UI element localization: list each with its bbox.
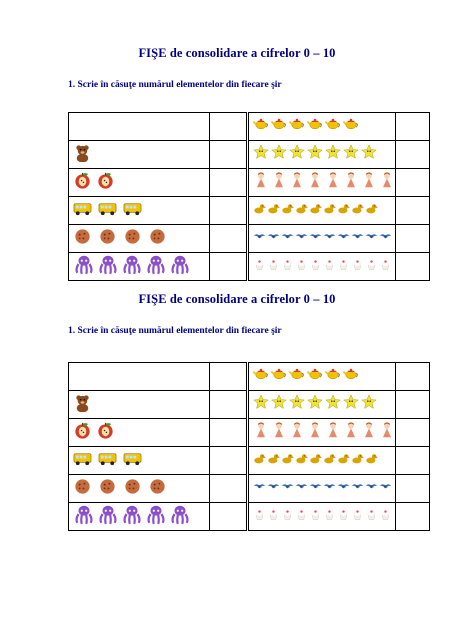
cupcake-icon (253, 258, 266, 276)
answer-box[interactable] (396, 225, 430, 253)
bird-icon (281, 480, 294, 498)
picture-cell (249, 447, 396, 475)
right-counting-table (248, 362, 430, 531)
star-face-icon (325, 144, 341, 165)
apple-icon (73, 421, 92, 445)
doll-icon (325, 422, 341, 443)
bird-icon (351, 480, 364, 498)
cupcake-icon (351, 508, 364, 526)
bird-icon (267, 480, 280, 498)
table-row (69, 253, 247, 281)
picture-cell (69, 447, 210, 475)
octopus-icon (121, 503, 143, 530)
table-row (69, 363, 247, 391)
answer-box[interactable] (396, 391, 430, 419)
octopus-icon (169, 503, 191, 530)
doll-icon (343, 172, 359, 193)
school-bus-icon (123, 449, 142, 473)
teapot-icon (307, 116, 323, 137)
answer-box[interactable] (396, 169, 430, 197)
table-row (249, 447, 430, 475)
bird-icon (337, 480, 350, 498)
picture-cell (249, 169, 396, 197)
table-row (249, 391, 430, 419)
octopus-icon (97, 253, 119, 280)
duck-icon (365, 202, 378, 220)
cupcake-icon (267, 508, 280, 526)
duck-icon (309, 202, 322, 220)
octopus-icon (97, 503, 119, 530)
table-row (249, 225, 430, 253)
star-face-icon (289, 144, 305, 165)
cookie-icon (148, 477, 167, 501)
star-face-icon (289, 394, 305, 415)
answer-box[interactable] (210, 391, 247, 419)
answer-box[interactable] (210, 363, 247, 391)
cookie-icon (98, 227, 117, 251)
school-bus-icon (98, 449, 117, 473)
duck-icon (323, 452, 336, 470)
bird-icon (309, 230, 322, 248)
worksheet-title: FIŞE de consolidare a cifrelor 0 – 10 (138, 292, 336, 306)
answer-box[interactable] (396, 447, 430, 475)
doll-icon (271, 172, 287, 193)
cookie-icon (73, 477, 92, 501)
bird-icon (323, 230, 336, 248)
star-face-icon (271, 394, 287, 415)
cookie-icon (98, 477, 117, 501)
picture-cell (69, 475, 210, 503)
answer-box[interactable] (396, 197, 430, 225)
bird-icon (365, 230, 378, 248)
bird-icon (379, 480, 392, 498)
duck-icon (323, 202, 336, 220)
star-face-icon (271, 144, 287, 165)
doll-icon (307, 422, 323, 443)
picture-cell (69, 503, 210, 531)
table-row (249, 197, 430, 225)
school-bus-icon (98, 199, 117, 223)
bird-icon (253, 230, 266, 248)
table-row (249, 475, 430, 503)
worksheet-instruction: 1. Scrie în căsuţe numărul elementelor din fiecare şir (68, 80, 282, 90)
star-face-icon (253, 394, 269, 415)
school-bus-icon (73, 199, 92, 223)
table-row (249, 141, 430, 169)
cookie-icon (73, 227, 92, 251)
cupcake-icon (365, 508, 378, 526)
cupcake-icon (323, 508, 336, 526)
doll-icon (271, 422, 287, 443)
teapot-icon (343, 116, 359, 137)
table-row (69, 141, 247, 169)
octopus-icon (169, 253, 191, 280)
star-face-icon (343, 144, 359, 165)
apple-icon (73, 171, 92, 195)
picture-cell (249, 113, 396, 141)
doll-icon (325, 172, 341, 193)
answer-box[interactable] (396, 253, 430, 281)
duck-icon (351, 202, 364, 220)
octopus-icon (73, 253, 95, 280)
star-face-icon (361, 394, 377, 415)
duck-icon (337, 202, 350, 220)
cupcake-icon (267, 258, 280, 276)
picture-cell (249, 391, 396, 419)
answer-box[interactable] (210, 475, 247, 503)
duck-icon (295, 202, 308, 220)
answer-box[interactable] (210, 447, 247, 475)
table-row (249, 503, 430, 531)
cupcake-icon (337, 508, 350, 526)
bird-icon (281, 230, 294, 248)
apple-icon (96, 421, 115, 445)
answer-box[interactable] (396, 363, 430, 391)
duck-icon (295, 452, 308, 470)
picture-cell (249, 419, 396, 447)
cupcake-icon (323, 258, 336, 276)
answer-box[interactable] (396, 419, 430, 447)
table-row (69, 113, 247, 141)
apple-icon (96, 171, 115, 195)
answer-box[interactable] (396, 113, 430, 141)
cupcake-icon (295, 508, 308, 526)
answer-box[interactable] (210, 253, 247, 281)
school-bus-icon (73, 449, 92, 473)
answer-box[interactable] (210, 225, 247, 253)
picture-cell (249, 141, 396, 169)
cookie-icon (148, 227, 167, 251)
star-face-icon (325, 394, 341, 415)
teapot-icon (289, 366, 305, 387)
table-row (249, 169, 430, 197)
picture-cell (69, 169, 210, 197)
table-row (69, 475, 247, 503)
table-row (69, 169, 247, 197)
table-row (249, 253, 430, 281)
duck-icon (365, 452, 378, 470)
picture-cell (69, 253, 210, 281)
star-face-icon (307, 144, 323, 165)
picture-cell (249, 475, 396, 503)
teapot-icon (307, 366, 323, 387)
cupcake-icon (365, 258, 378, 276)
duck-icon (253, 452, 266, 470)
teapot-icon (253, 116, 269, 137)
answer-box[interactable] (210, 503, 247, 531)
duck-icon (281, 452, 294, 470)
answer-box[interactable] (210, 197, 247, 225)
answer-box[interactable] (210, 419, 247, 447)
picture-cell (69, 419, 210, 447)
picture-cell (249, 225, 396, 253)
picture-cell (249, 363, 396, 391)
duck-icon (267, 202, 280, 220)
doll-icon (289, 422, 305, 443)
duck-icon (351, 452, 364, 470)
doll-icon (289, 172, 305, 193)
table-row (249, 363, 430, 391)
teapot-icon (271, 116, 287, 137)
bird-icon (253, 480, 266, 498)
table-row (249, 419, 430, 447)
worksheet-instruction: 1. Scrie în căsuţe numărul elementelor din fiecare şir (68, 326, 282, 336)
right-counting-table (248, 112, 430, 281)
teapot-icon (271, 366, 287, 387)
picture-cell (249, 197, 396, 225)
doll-icon (253, 422, 269, 443)
bird-icon (309, 480, 322, 498)
star-face-icon (361, 144, 377, 165)
cupcake-icon (379, 258, 392, 276)
doll-icon (253, 172, 269, 193)
school-bus-icon (123, 199, 142, 223)
bird-icon (351, 230, 364, 248)
bird-icon (379, 230, 392, 248)
left-counting-table (68, 362, 247, 531)
teapot-icon (253, 366, 269, 387)
picture-cell (249, 253, 396, 281)
cupcake-icon (309, 508, 322, 526)
star-face-icon (253, 144, 269, 165)
answer-box[interactable] (210, 113, 247, 141)
picture-cell (69, 225, 210, 253)
table-row (69, 391, 247, 419)
table-row (69, 419, 247, 447)
table-row (69, 197, 247, 225)
teapot-icon (325, 366, 341, 387)
octopus-icon (145, 503, 167, 530)
picture-cell (69, 141, 210, 169)
worksheet-title: FIŞE de consolidare a cifrelor 0 – 10 (138, 46, 336, 60)
cupcake-icon (253, 508, 266, 526)
octopus-icon (73, 503, 95, 530)
bird-icon (365, 480, 378, 498)
teddy-bear-icon (73, 143, 92, 167)
answer-box[interactable] (210, 141, 247, 169)
star-face-icon (343, 394, 359, 415)
picture-cell (69, 363, 210, 391)
doll-icon (379, 422, 395, 443)
doll-icon (361, 422, 377, 443)
table-row (249, 113, 430, 141)
cupcake-icon (337, 258, 350, 276)
duck-icon (253, 202, 266, 220)
doll-icon (343, 422, 359, 443)
bird-icon (337, 230, 350, 248)
octopus-icon (121, 253, 143, 280)
star-face-icon (307, 394, 323, 415)
cookie-icon (123, 477, 142, 501)
cupcake-icon (351, 258, 364, 276)
answer-box[interactable] (396, 503, 430, 531)
octopus-icon (145, 253, 167, 280)
cupcake-icon (379, 508, 392, 526)
picture-cell (69, 391, 210, 419)
picture-cell (249, 503, 396, 531)
picture-cell (69, 113, 210, 141)
duck-icon (267, 452, 280, 470)
doll-icon (307, 172, 323, 193)
duck-icon (281, 202, 294, 220)
doll-icon (361, 172, 377, 193)
bird-icon (323, 480, 336, 498)
bird-icon (267, 230, 280, 248)
cupcake-icon (281, 258, 294, 276)
answer-box[interactable] (396, 141, 430, 169)
duck-icon (337, 452, 350, 470)
table-row (69, 503, 247, 531)
duck-icon (309, 452, 322, 470)
left-counting-table (68, 112, 247, 281)
cupcake-icon (309, 258, 322, 276)
bird-icon (295, 480, 308, 498)
bird-icon (295, 230, 308, 248)
table-row (69, 447, 247, 475)
answer-box[interactable] (210, 169, 247, 197)
teddy-bear-icon (73, 393, 92, 417)
teapot-icon (325, 116, 341, 137)
cookie-icon (123, 227, 142, 251)
cupcake-icon (295, 258, 308, 276)
picture-cell (69, 197, 210, 225)
answer-box[interactable] (396, 475, 430, 503)
teapot-icon (289, 116, 305, 137)
doll-icon (379, 172, 395, 193)
teapot-icon (343, 366, 359, 387)
cupcake-icon (281, 508, 294, 526)
table-row (69, 225, 247, 253)
